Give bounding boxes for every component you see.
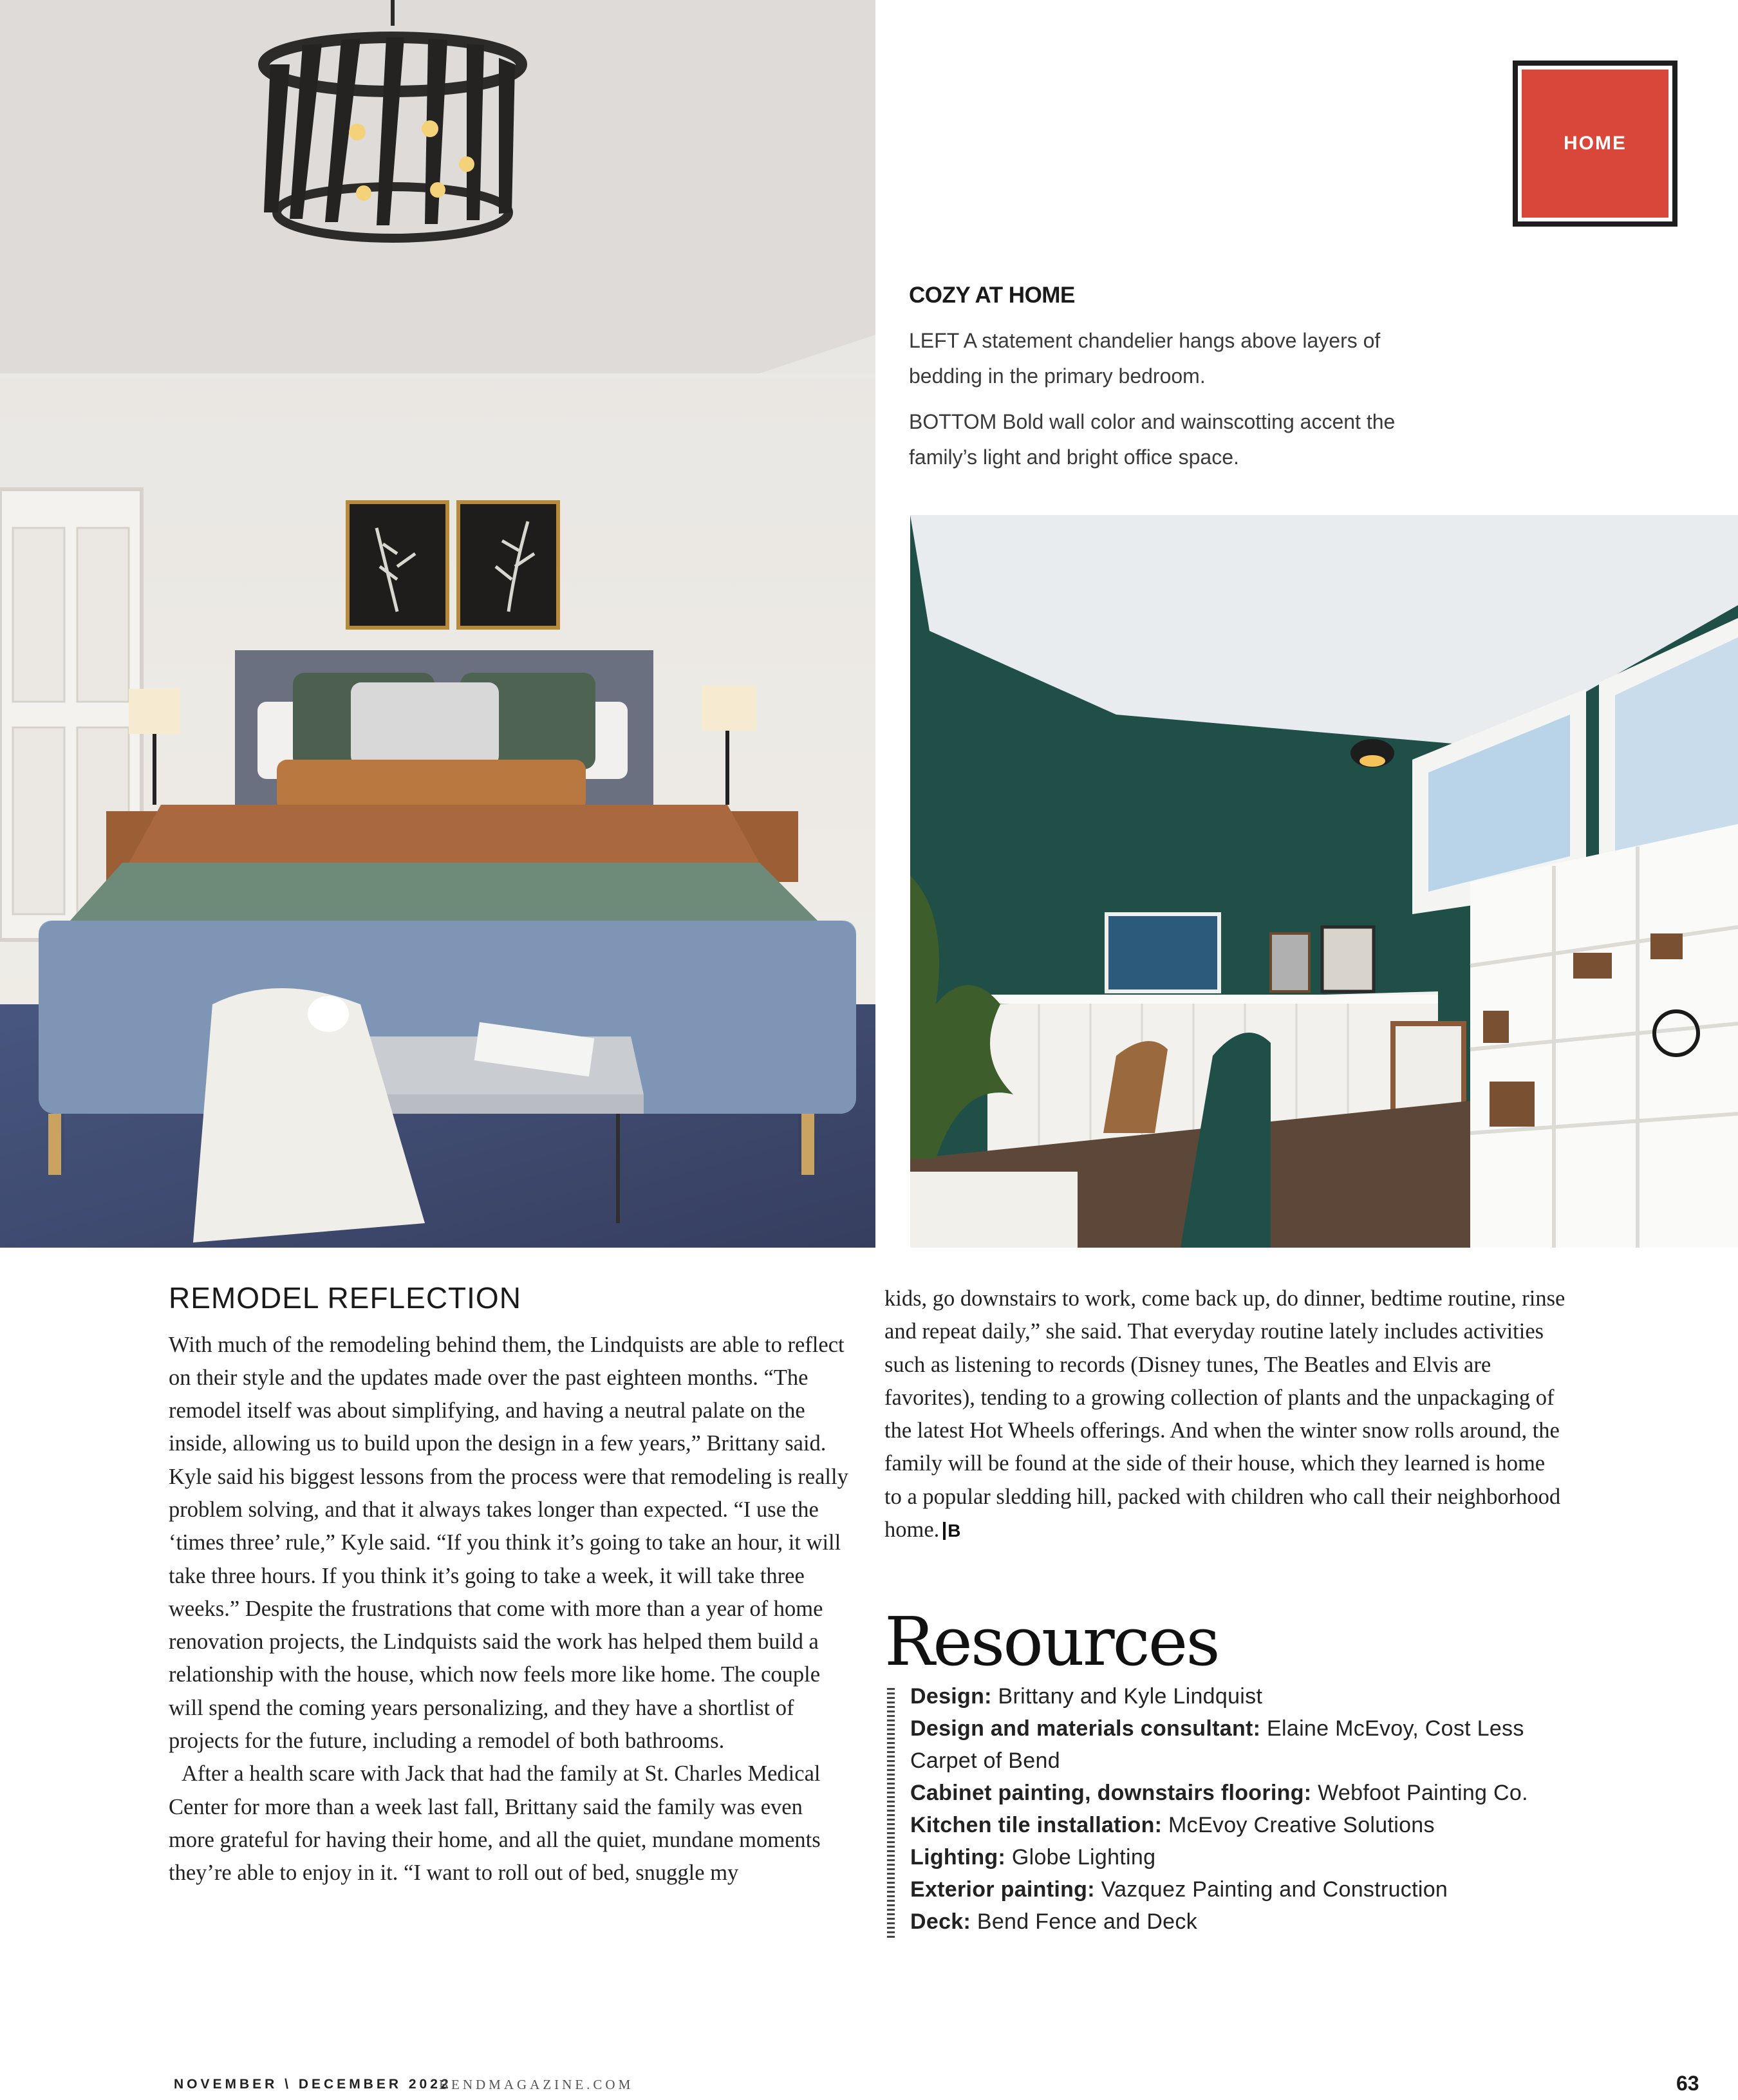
resource-value: Elaine McEvoy, Cost Less Carpet of Bend [910, 1716, 1524, 1773]
resource-item [910, 1777, 1595, 1809]
resources-items [887, 1680, 1595, 1938]
article-paragraph-end [884, 1282, 1567, 1546]
resource-value: McEvoy Creative Solutions [1168, 1813, 1435, 1837]
resource-value: Brittany and Kyle Lindquist [998, 1684, 1263, 1709]
footer-site: BENDMAGAZINE.COM [439, 2077, 634, 2092]
end-mark-icon: B [943, 1522, 960, 1540]
article-paragraph: With much of the remodeling behind them, the Lindquists are able to reflect on their style and the updates made over the past eighteen months. “The remodel itself was about simplifying, and having a neutral palate on the inside, allowing us to build upon the design in a few years,” Brittany said. Kyle said his biggest lessons from the process were that remodeling is really problem solving, and that it always takes longer than expected. “I use the ‘times three’ rule,” Kyle said. “If you think it’s going to take an hour, it will take three hours. If you think it’s going to take a week, it will take three weeks.” Despite the frustrations that come with more than a year of home renovation projects, the Lindquists said the work has helped them build a relationship with the house, which now feels more like home. The couple will spend the coming years personalizing, and they have a shortlist of projects for the future, including a remodel of both bathrooms. [169, 1332, 848, 1754]
caption-left: LEFT A statement chandelier hangs above layers of bedding in the primary bedroom. [909, 329, 1381, 388]
article-paragraph-text: kids, go downstairs to work, come back up, do dinner, bedtime routine, rinse and repeat daily,” she said. That everyday routine lately includes activities such as listening to records (Disney tunes, The Beatles and Elvis are favorites), tending to a growing collection of plants and the unpackaging of the latest Hot Wheels offerings. And when the winter snow rolls around, the family will be found at the side of their house, which they learned is home to a popular sledding hill, packed with children who call their neighborhood home. [884, 1286, 1565, 1542]
resource-item [910, 1809, 1595, 1841]
resource-value: Webfoot Painting Co. [1318, 1781, 1528, 1805]
resource-item [910, 1841, 1595, 1873]
resource-label: Design and materials consultant: [910, 1716, 1261, 1741]
bedroom-photo [0, 0, 875, 1248]
photo-caption [909, 282, 1398, 485]
section-heading: REMODEL REFLECTION [169, 1281, 521, 1315]
resources-title: Resources [884, 1602, 1219, 1681]
article-column-left [169, 1280, 851, 1890]
resource-value: Vazquez Painting and Construction [1101, 1877, 1448, 1902]
page-number: 63 [1676, 2072, 1699, 2095]
caption-title: COZY AT HOME [909, 283, 1075, 308]
resource-label: Cabinet painting, downstairs flooring: [910, 1781, 1312, 1805]
resource-item [910, 1680, 1595, 1712]
office-photo [910, 515, 1738, 1248]
dotted-rule [887, 1688, 895, 1938]
resource-item [910, 1906, 1595, 1938]
resource-item [910, 1712, 1595, 1777]
footer-issue-date: NOVEMBER \ DECEMBER 2022 [174, 2077, 452, 2092]
resource-label: Lighting: [910, 1845, 1006, 1870]
resource-value: Globe Lighting [1011, 1845, 1156, 1870]
resource-value: Bend Fence and Deck [976, 1909, 1197, 1934]
resource-label: Kitchen tile installation: [910, 1813, 1163, 1837]
resource-label: Design: [910, 1684, 992, 1709]
caption-bottom: BOTTOM Bold wall color and wainscotting accent the family’s light and bright office space. [909, 410, 1396, 469]
resource-item [910, 1873, 1595, 1906]
section-badge-label: HOME [1564, 133, 1627, 154]
resource-label: Exterior painting: [910, 1877, 1095, 1902]
section-badge-inner [1518, 66, 1672, 221]
article-paragraph: After a health scare with Jack that had the family at St. Charles Medical Center for more than a week last fall, Brittany said the family was even more grateful for having their home, and all the quiet, mundane moments they’re able to enjoy in it. “I want to roll out of bed, snuggle my [169, 1761, 821, 1886]
resources-list [887, 1680, 1595, 1938]
article-column-right [884, 1282, 1567, 1546]
section-badge [1513, 61, 1677, 227]
resource-label: Deck: [910, 1909, 971, 1934]
